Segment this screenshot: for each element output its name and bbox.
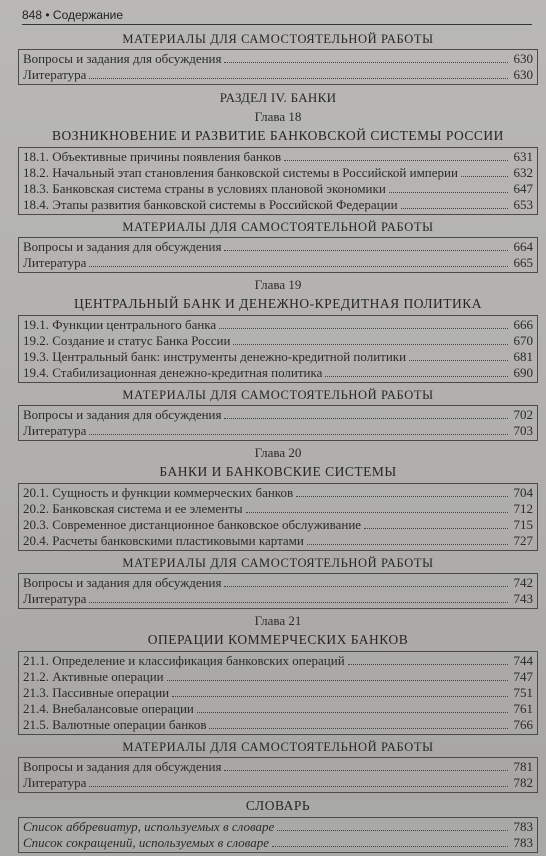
dot-leader: [461, 175, 508, 177]
running-header: 848 • Содержание: [22, 8, 532, 25]
section-heading: МАТЕРИАЛЫ ДЛЯ САМОСТОЯТЕЛЬНОЙ РАБОТЫ: [122, 388, 434, 402]
chapter-label: Глава 20: [254, 445, 302, 460]
header-page-number: 848: [22, 8, 43, 22]
toc-entry-group: [18, 817, 538, 853]
toc-entry[interactable]: [23, 239, 533, 255]
toc-entry-title: 18.4. Этапы развития банковской системы в Российской Федерации: [23, 197, 398, 212]
part-heading: РАЗДЕЛ IV. БАНКИ: [219, 90, 337, 105]
toc-entry[interactable]: [23, 181, 533, 197]
dot-leader: [172, 695, 508, 697]
toc-entry-title: 18.3. Банковская система страны в условиях плановой экономики: [23, 181, 386, 196]
toc-entry-page: 647: [513, 181, 533, 196]
toc-entry-title: Литература: [23, 255, 87, 270]
dot-leader: [409, 359, 508, 361]
toc-entry-page: 712: [513, 501, 533, 516]
toc-entry[interactable]: [23, 835, 533, 851]
dot-leader: [167, 679, 508, 681]
toc-entry-page: 742: [513, 575, 533, 590]
toc-entry-title: 20.2. Банковская система и ее элементы: [23, 501, 243, 516]
toc-entry-page: 702: [513, 407, 533, 422]
dot-leader: [401, 207, 508, 209]
toc-entry[interactable]: [23, 67, 533, 83]
toc-entry-title: 18.2. Начальный этап становления банковской системы в Российской империи: [23, 165, 458, 180]
toc-entry[interactable]: [23, 501, 533, 517]
dot-leader: [325, 375, 508, 377]
toc-entry-page: 631: [513, 149, 533, 164]
toc-entry-title: Вопросы и задания для обсуждения: [23, 239, 222, 254]
chapter-label: Глава 21: [254, 613, 302, 628]
dot-leader: [219, 327, 508, 329]
toc-entry-title: Список аббревиатур, используемых в словаре: [23, 819, 275, 834]
toc-entry-group: [18, 651, 538, 735]
dot-leader: [348, 663, 508, 665]
dot-leader: [89, 77, 508, 79]
toc-entry[interactable]: [23, 591, 533, 607]
toc-entry-group: [18, 147, 538, 215]
toc-entry-page: 782: [513, 775, 533, 790]
toc-entry[interactable]: [23, 775, 533, 791]
toc-entry[interactable]: [23, 717, 533, 733]
toc-entry-title: Список сокращений, используемых в словаре: [23, 835, 269, 850]
toc-entry-title: Вопросы и задания для обсуждения: [23, 51, 222, 66]
toc-entry-title: Литература: [23, 775, 87, 790]
dot-leader: [89, 601, 508, 603]
toc-entry-title: 21.2. Активные операции: [23, 669, 164, 684]
chapter-label: Глава 19: [254, 277, 302, 292]
toc-entry[interactable]: [23, 819, 533, 835]
dot-leader: [209, 727, 508, 729]
toc-entry[interactable]: [23, 255, 533, 271]
dot-leader: [284, 159, 508, 161]
toc-entry[interactable]: [23, 51, 533, 67]
chapter-title: ЦЕНТРАЛЬНЫЙ БАНК И ДЕНЕЖНО-КРЕДИТНАЯ ПОЛИТИКА: [73, 296, 482, 311]
dot-leader: [224, 417, 508, 419]
toc-entry-page: 727: [513, 533, 533, 548]
toc-entry[interactable]: [23, 575, 533, 591]
dot-leader: [89, 433, 508, 435]
section-heading: МАТЕРИАЛЫ ДЛЯ САМОСТОЯТЕЛЬНОЙ РАБОТЫ: [122, 220, 434, 234]
toc-entry-title: Литература: [23, 591, 87, 606]
toc-entry-title: Вопросы и задания для обсуждения: [23, 407, 222, 422]
toc-entry-title: Литература: [23, 423, 87, 438]
toc-entry-group: [18, 49, 538, 85]
toc-entry-page: 681: [513, 349, 533, 364]
toc-entry-title: 19.2. Создание и статус Банка России: [23, 333, 231, 348]
toc-entry[interactable]: [23, 197, 533, 213]
section-heading: МАТЕРИАЛЫ ДЛЯ САМОСТОЯТЕЛЬНОЙ РАБОТЫ: [122, 740, 434, 754]
chapter-title: СЛОВАРЬ: [245, 798, 311, 813]
toc-entry-page: 690: [513, 365, 533, 380]
section-heading: МАТЕРИАЛЫ ДЛЯ САМОСТОЯТЕЛЬНОЙ РАБОТЫ: [122, 556, 434, 570]
toc-entry-title: Литература: [23, 67, 87, 82]
toc-entry-title: 21.5. Валютные операции банков: [23, 717, 207, 732]
dot-leader: [296, 495, 508, 497]
toc-entry-title: 21.1. Определение и классификация банковских операций: [23, 653, 345, 668]
toc-entry-page: 664: [513, 239, 533, 254]
toc-entry-page: 783: [513, 835, 533, 850]
toc-entry[interactable]: [23, 653, 533, 669]
toc-entry-title: 21.4. Внебалансовые операции: [23, 701, 194, 716]
dot-leader: [89, 785, 508, 787]
toc-entry-page: 744: [513, 653, 533, 668]
toc-entry[interactable]: [23, 669, 533, 685]
toc-entry-page: 747: [513, 669, 533, 684]
toc-entry-title: 19.3. Центральный банк: инструменты денежно-кредитной политики: [23, 349, 407, 364]
toc-entry[interactable]: [23, 349, 533, 365]
dot-leader: [277, 829, 508, 831]
toc-entry-title: 21.3. Пассивные операции: [23, 685, 170, 700]
toc-entry[interactable]: [23, 165, 533, 181]
dot-leader: [272, 845, 508, 847]
dot-leader: [224, 249, 508, 251]
toc-entry-page: 761: [513, 701, 533, 716]
header-section-title: Содержание: [52, 8, 124, 22]
toc-entry[interactable]: [23, 701, 533, 717]
dot-leader: [224, 769, 508, 771]
chapter-title: ВОЗНИКНОВЕНИЕ И РАЗВИТИЕ БАНКОВСКОЙ СИСТЕМЫ РОССИИ: [52, 128, 504, 143]
dot-leader: [389, 191, 508, 193]
toc-entry-page: 704: [513, 485, 533, 500]
toc-entry[interactable]: [23, 333, 533, 349]
table-of-contents: [18, 30, 538, 856]
dot-leader: [224, 61, 508, 63]
toc-entry-page: 751: [513, 685, 533, 700]
toc-entry-page: 766: [513, 717, 533, 732]
toc-entry[interactable]: [23, 149, 533, 165]
dot-leader: [364, 527, 508, 529]
chapter-title: БАНКИ И БАНКОВСКИЕ СИСТЕМЫ: [159, 464, 397, 479]
toc-entry-page: 632: [513, 165, 533, 180]
toc-entry-group: [18, 237, 538, 273]
toc-entry-page: 781: [513, 759, 533, 774]
toc-entry-group: [18, 405, 538, 441]
toc-entry-page: 703: [513, 423, 533, 438]
toc-entry[interactable]: [23, 423, 533, 439]
toc-entry-title: 18.1. Объективные причины появления банков: [23, 149, 282, 164]
toc-entry-title: Вопросы и задания для обсуждения: [23, 759, 222, 774]
toc-entry-page: 653: [513, 197, 533, 212]
toc-entry-page: 630: [513, 51, 533, 66]
dot-leader: [307, 543, 508, 545]
toc-entry[interactable]: [23, 485, 533, 501]
toc-entry-group: [18, 315, 538, 383]
toc-entry[interactable]: [23, 317, 533, 333]
toc-entry-title: 19.1. Функции центрального банка: [23, 317, 217, 332]
toc-entry[interactable]: [23, 759, 533, 775]
chapter-label: Глава 18: [254, 109, 302, 124]
section-heading: МАТЕРИАЛЫ ДЛЯ САМОСТОЯТЕЛЬНОЙ РАБОТЫ: [122, 32, 434, 46]
toc-entry[interactable]: [23, 365, 533, 381]
toc-entry-title: 19.4. Стабилизационная денежно-кредитная политика: [23, 365, 323, 380]
toc-entry-title: Вопросы и задания для обсуждения: [23, 575, 222, 590]
dot-leader: [224, 585, 508, 587]
dot-leader: [89, 265, 508, 267]
toc-entry[interactable]: [23, 517, 533, 533]
toc-entry-group: [18, 483, 538, 551]
toc-entry-page: 715: [513, 517, 533, 532]
toc-entry-title: 20.3. Современное дистанционное банковское обслуживание: [23, 517, 362, 532]
dot-leader: [246, 511, 508, 513]
toc-entry-title: 20.4. Расчеты банковскими пластиковыми картами: [23, 533, 304, 548]
toc-entry-page: 666: [513, 317, 533, 332]
chapter-title: ОПЕРАЦИИ КОММЕРЧЕСКИХ БАНКОВ: [147, 632, 409, 647]
toc-entry-group: [18, 757, 538, 793]
toc-entry[interactable]: [23, 533, 533, 549]
toc-entry-title: 20.1. Сущность и функции коммерческих банков: [23, 485, 294, 500]
toc-entry-page: 743: [513, 591, 533, 606]
dot-leader: [197, 711, 508, 713]
toc-entry-page: 630: [513, 67, 533, 82]
toc-entry[interactable]: [23, 685, 533, 701]
toc-entry-page: 783: [513, 819, 533, 834]
toc-entry-page: 670: [513, 333, 533, 348]
dot-leader: [233, 343, 508, 345]
toc-entry-page: 665: [513, 255, 533, 270]
toc-entry[interactable]: [23, 407, 533, 423]
toc-entry-group: [18, 573, 538, 609]
